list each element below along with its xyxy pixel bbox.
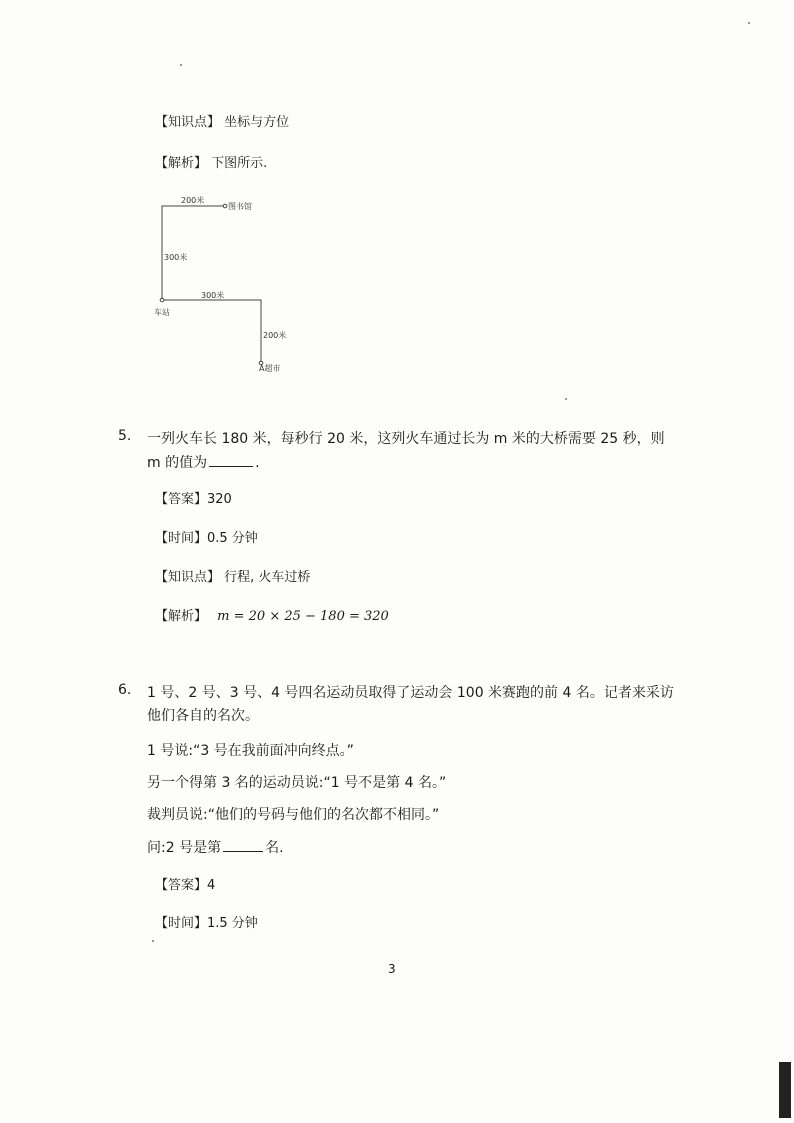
question-5-text-line2: [147, 452, 260, 472]
label-300m-left: 300米: [164, 253, 188, 262]
analysis-5: [155, 605, 389, 624]
scan-speck: [180, 64, 182, 66]
library-label: 图书馆: [228, 202, 252, 211]
question-6-text-line1: 1 号、2 号、3 号、4 号四名运动员取得了运动会 100 米赛跑的前 4 名。记者来采访: [147, 685, 674, 701]
statement-1: 1 号说:“3 号在我前面冲向终点。”: [147, 743, 354, 759]
label-200m-right: 200米: [263, 331, 287, 340]
question-5-text-post: .: [255, 455, 260, 471]
analysis-5-formula: m = 20 × 25 − 180 = 320: [217, 609, 389, 624]
analysis-5-label: 【解析】: [155, 609, 208, 624]
label-200m-top: 200米: [181, 196, 205, 205]
scan-speck: [565, 398, 567, 400]
answer-blank-6: [223, 839, 263, 852]
statement-3: 裁判员说:“他们的号码与他们的名次都不相同。”: [147, 807, 440, 823]
analysis-label-top: 【解析】 下图所示.: [155, 156, 268, 171]
question-6-text-line2: 他们各自的名次。: [147, 708, 259, 724]
statement-2: 另一个得第 3 名的运动员说:“1 号不是第 4 名。”: [147, 775, 447, 791]
answer-blank-5: [209, 454, 253, 467]
question-5-text-pre: m 的值为: [147, 455, 208, 471]
question-5-text-line1: 一列火车长 180 米，每秒行 20 米，这列火车通过长为 m 米的大桥需要 25 秒，则: [147, 431, 665, 447]
scan-edge-mark: [779, 1062, 791, 1118]
scan-speck: [152, 940, 154, 942]
answer-6: 【答案】4: [155, 878, 216, 893]
question-6-ask: [147, 837, 284, 857]
label-300m-mid: 300米: [201, 291, 225, 300]
question-6-ask-pre: 问:2 号是第: [147, 840, 222, 856]
question-6-ask-post: 名.: [265, 840, 284, 856]
knowledge-point-coordinates: 【知识点】 坐标与方位: [155, 115, 290, 130]
knowledge-point-5: 【知识点】 行程, 火车过桥: [155, 570, 311, 585]
supermarket-label: A超市: [259, 364, 281, 373]
route-diagram: [150, 188, 300, 378]
question-5-number: 5.: [118, 428, 132, 444]
station-label: 车站: [154, 308, 170, 317]
time-6: 【时间】1.5 分钟: [155, 916, 258, 931]
page-number: 3: [388, 962, 396, 976]
question-6-number: 6.: [118, 682, 132, 698]
answer-5: 【答案】320: [155, 492, 232, 507]
scan-speck: [748, 22, 750, 24]
time-5: 【时间】0.5 分钟: [155, 531, 258, 546]
